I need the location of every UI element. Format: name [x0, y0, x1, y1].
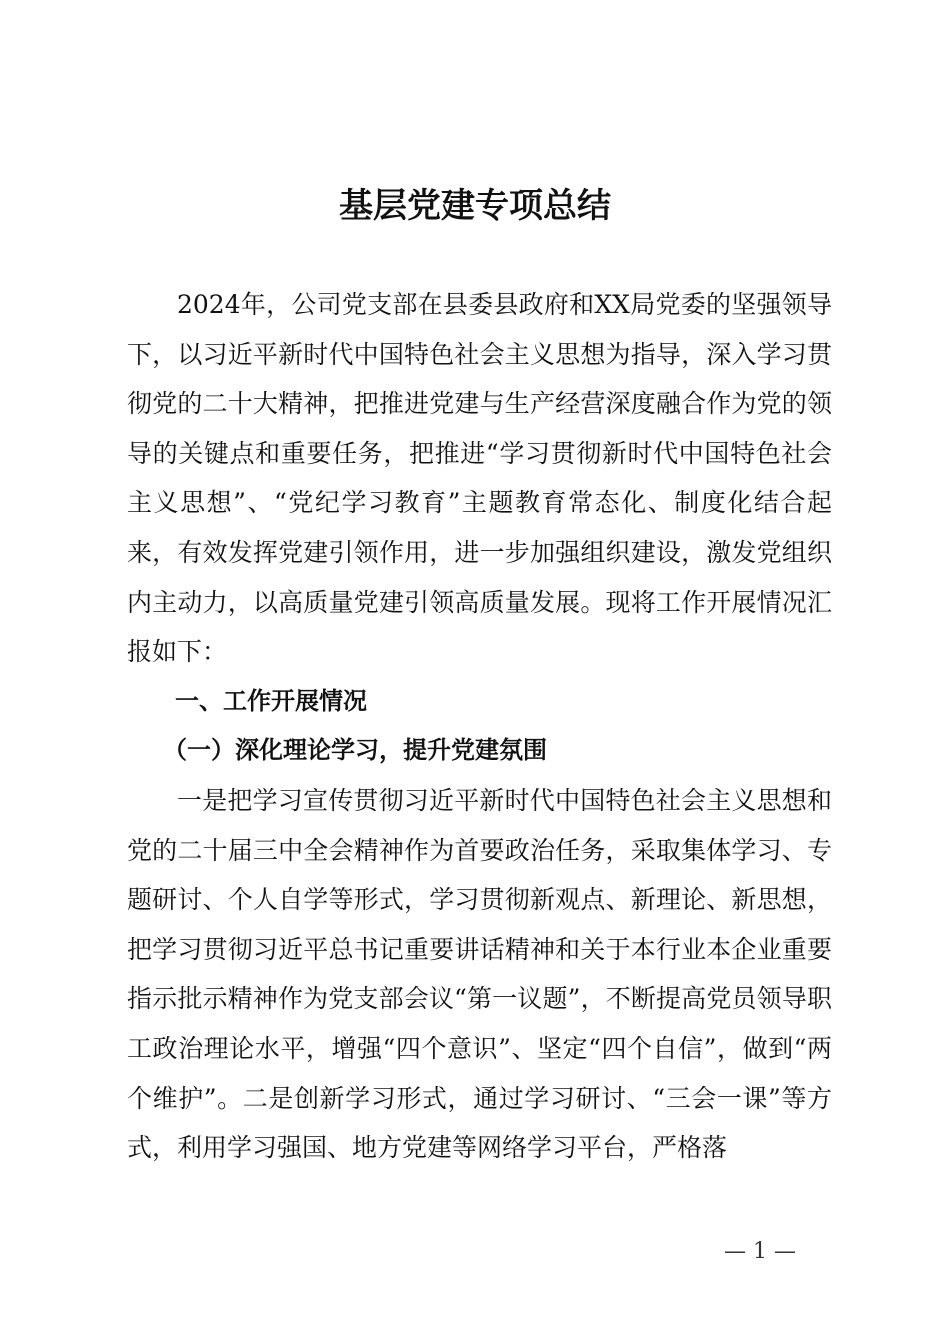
document-title: 基层党建专项总结	[339, 186, 611, 226]
subsection-heading: （一）深化理论学习，提升党建氛围	[163, 736, 547, 765]
intro-paragraph: 2024年，公司党支部在县委县政府和XX局党委的坚强领导下，以习近平新时代中国特色社会主义思想为指导，深入学习贯彻党的二十大精神，把推进党建与生产经营深度融合作为党的领导的关键点和重要任务，把推进“学习贯彻新时代中国特色社会主义思想”、“党纪学习教育”主题教育常态化、制度化结合起来，有效发挥党建引领作用，进一步加强组织建设，激发党组织内主动力，以高质量党建引领高质量发展。现将工作开展情况汇报如下：	[127, 290, 832, 667]
subsection-paragraph: 一是把学习宣传贯彻习近平新时代中国特色社会主义思想和党的二十届三中全会精神作为首要政治任务，采取集体学习、专题研讨、个人自学等形式，学习贯彻新观点、新理论、新思想，把学习贯彻习近平总书记重要讲话精神和关于本行业本企业重要指示批示精神作为党支部会议“第一议题”，不断提高党员领导职工政治理论水平，增强“四个意识”、坚定“四个自信”，做到“两个维护”。二是创新学习形式，通过学习研讨、“三会一课”等方式，利用学习强国、地方党建等网络学习平台，严格落	[127, 785, 832, 1163]
section-heading: 一、工作开展情况	[175, 686, 367, 715]
document-body	[127, 280, 832, 1173]
page-number: — 1 —	[724, 1239, 796, 1264]
